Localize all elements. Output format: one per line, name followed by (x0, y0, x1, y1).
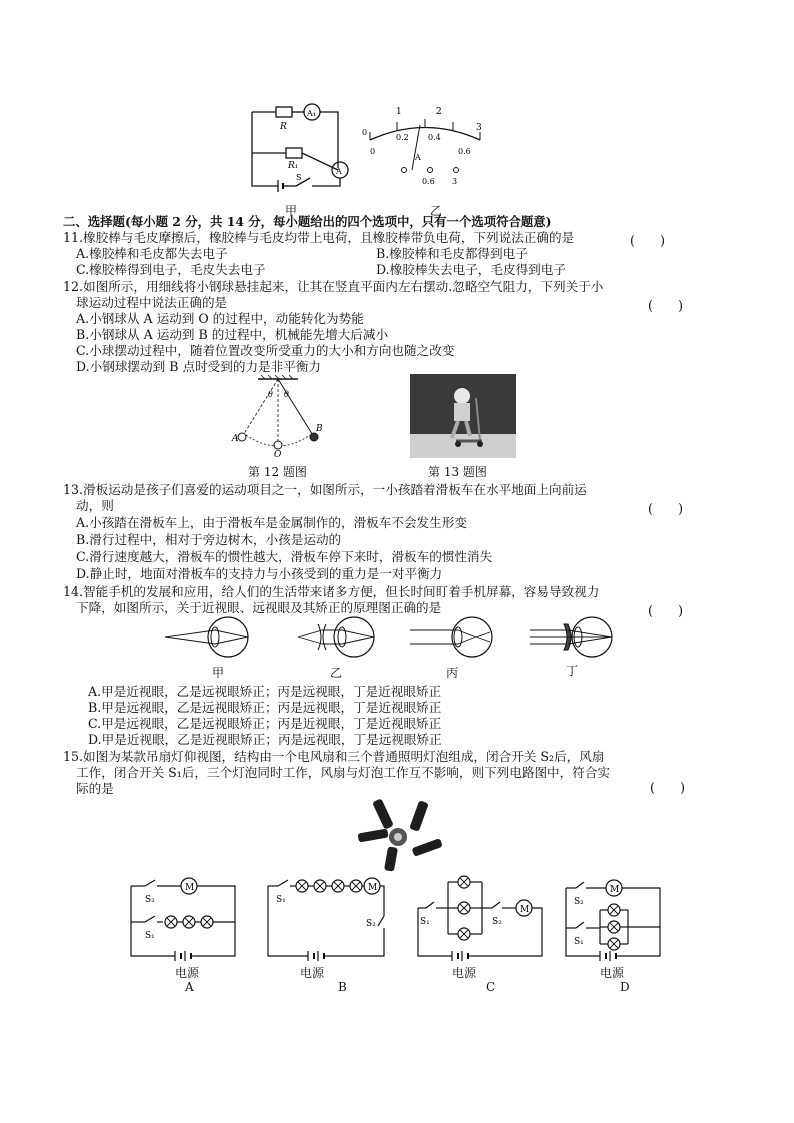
ammeter-a1-label: A₁ (307, 109, 316, 118)
q13-option-b: B.滑行过程中，相对于旁边树木，小孩是运动的 (76, 532, 342, 547)
q12-figure-caption: 第 12 题图 (248, 465, 307, 479)
q12-stem-line1: 12.如图所示，用细线将小钢球悬挂起来，让其在竖直平面内左右摆动.忽略空气阻力，下列关于小 (63, 279, 604, 294)
terminal-0-6: 0.6 (422, 177, 435, 186)
figure-ammeter-dial-yi (360, 100, 490, 190)
q11-stem: 11.橡胶棒与毛皮摩擦后，橡胶棒与毛皮均带上电荷，且橡胶棒带负电荷，下列说法正确的是 (63, 230, 575, 245)
eye-label-bing: 丙 (446, 666, 459, 680)
q15-stem-line3: 际的是 (76, 781, 114, 796)
switch-s-label: S (296, 173, 302, 182)
q12-option-b: B.小钢球从 A 运动到 B 的过程中，机械能先增大后减小 (76, 327, 389, 342)
q13-stem-line2: 动，则 (76, 498, 114, 513)
ammeter-a-label: A (336, 167, 342, 176)
motor-a-label: M (185, 883, 195, 893)
scale-bottom-3: 0.6 (458, 147, 471, 156)
q13-stem-line1: 13.滑板运动是孩子们喜爱的运动项目之一，如图所示，一小孩踏着滑板车在水平地面上向前运 (63, 482, 587, 497)
power-label-a: 电源 (175, 966, 200, 980)
switch-s1-d-label: S₁ (574, 937, 584, 947)
figure-pendulum (228, 375, 328, 457)
q14-option-b: B.甲是远视眼，乙是远视眼矫正；丙是远视眼，丁是近视眼矫正 (88, 700, 442, 715)
figure-eye-yi (296, 612, 386, 662)
figure-eye-jia (160, 612, 260, 662)
q11-option-c: C.橡胶棒得到电子，毛皮失去电子 (76, 262, 266, 277)
figure-eye-ding (526, 612, 626, 662)
section-title: 二、选择题(每小题 2 分，共 14 分，每小题给出的四个选项中，只有一个选项符合题意) (63, 214, 552, 229)
figure-label-jia: 甲 (285, 204, 298, 218)
scale-top-3: 3 (476, 123, 482, 133)
switch-s1-b-label: S₁ (276, 895, 286, 905)
scale-bottom-2: 0.4 (428, 133, 441, 142)
q12-answer-paren: ( ) (648, 298, 684, 313)
q13-option-d: D.静止时，地面对滑板车的支持力与小孩受到的重力是一对平衡力 (76, 566, 443, 581)
circuit-option-a (125, 872, 245, 972)
point-a-label: A (232, 434, 239, 444)
point-o-label: O (274, 450, 282, 457)
switch-s2-c-label: S₂ (492, 917, 502, 927)
point-b-label: B (316, 424, 323, 434)
q14-stem-line2: 下降，如图所示，关于近视眼、远视眼及其矫正的原理图正确的是 (76, 600, 442, 615)
motor-c-label: M (520, 905, 530, 915)
circuit-label-d: D (620, 980, 630, 994)
q11-answer-paren: ( ) (630, 233, 666, 248)
eye-label-ding: 丁 (566, 664, 579, 678)
dial-unit-label: A (415, 153, 421, 162)
motor-d-label: M (610, 885, 620, 895)
circuit-label-a: A (185, 980, 194, 994)
q13-answer-paren: ( ) (648, 501, 684, 516)
q11-option-d: D.橡胶棒失去电子，毛皮得到电子 (376, 262, 566, 277)
q12-option-c: C.小球摆动过程中，随着位置改变所受重力的大小和方向也随之改变 (76, 343, 455, 358)
scale-bottom-0: 0 (370, 147, 376, 156)
eye-label-jia: 甲 (212, 666, 225, 680)
power-label-b: 电源 (300, 966, 325, 980)
scale-top-1: 1 (396, 107, 402, 117)
q14-answer-paren: ( ) (648, 603, 684, 618)
figure-scooter-photo (410, 374, 516, 458)
q11-option-a: A.橡胶棒和毛皮都失去电子 (76, 246, 228, 261)
figure-ceiling-fan (350, 795, 450, 873)
q12-option-d: D.小钢球摆动到 B 点时受到的力是非平衡力 (76, 359, 322, 374)
q11-option-b: B.橡胶棒和毛皮都得到电子 (376, 246, 528, 261)
q14-option-d: D.甲是近视眼，乙是近视眼矫正；丙是远视眼，丁是远视眼矫正 (88, 732, 442, 747)
power-label-d: 电源 (600, 966, 625, 980)
q14-option-c: C.甲是远视眼，乙是远视眼矫正；丙是近视眼，丁是近视眼矫正 (88, 716, 442, 731)
circuit-option-b (262, 872, 392, 972)
angle-theta-right: θ (284, 390, 289, 399)
q13-figure-caption: 第 13 题图 (428, 465, 487, 479)
switch-s2-a-label: S₂ (145, 895, 155, 905)
q14-stem-line1: 14.智能手机的发展和应用，给人们的生活带来诸多方便，但长时间盯着手机屏幕，容易导致视力 (63, 584, 600, 599)
switch-s1-a-label: S₁ (145, 931, 155, 941)
q14-option-a: A.甲是近视眼，乙是远视眼矫正；丙是远视眼，丁是近视眼矫正 (88, 684, 442, 699)
q12-stem-line2: 球运动过程中说法正确的是 (76, 295, 228, 310)
circuit-label-c: C (486, 980, 496, 994)
figure-eye-bing (406, 612, 506, 662)
power-label-c: 电源 (452, 966, 477, 980)
q15-stem-line2: 工作，闭合开关 S₁后，三个灯泡同时工作，风扇与灯泡工作互不影响，则下列电路图中，符合实 (76, 765, 611, 780)
motor-b-label: M (368, 883, 378, 893)
circuit-option-d (560, 870, 670, 972)
scale-top-2: 2 (436, 107, 442, 117)
scale-zero-top: 0 (362, 128, 368, 137)
switch-s2-b-label: S₂ (366, 919, 376, 929)
resistor-r1-label: R₁ (288, 161, 299, 171)
circuit-label-b: B (338, 980, 347, 994)
figure-label-yi: 乙 (430, 204, 443, 218)
figure-circuit-jia (238, 98, 358, 198)
q15-answer-paren: ( ) (650, 780, 686, 795)
circuit-option-c (412, 868, 552, 972)
q15-stem-line1: 15.如图为某款吊扇灯仰视图，结构由一个电风扇和三个普通照明灯泡组成，闭合开关 S₂后，风扇 (63, 749, 605, 764)
q13-option-a: A.小孩踏在滑板车上，由于滑板车是金属制作的，滑板车不会发生形变 (76, 515, 467, 530)
angle-theta-left: θ (268, 390, 273, 399)
resistor-r-label: R (280, 122, 287, 132)
scale-bottom-1: 0.2 (396, 133, 409, 142)
switch-s1-c-label: S₁ (420, 917, 430, 927)
q12-option-a: A.小钢球从 A 运动到 O 的过程中，动能转化为势能 (76, 311, 364, 326)
q13-option-c: C.滑行速度越大，滑板车的惯性越大，滑板车停下来时，滑板车的惯性消失 (76, 549, 493, 564)
switch-s2-d-label: S₂ (574, 897, 584, 907)
eye-label-yi: 乙 (330, 666, 343, 680)
terminal-3: 3 (452, 177, 458, 186)
